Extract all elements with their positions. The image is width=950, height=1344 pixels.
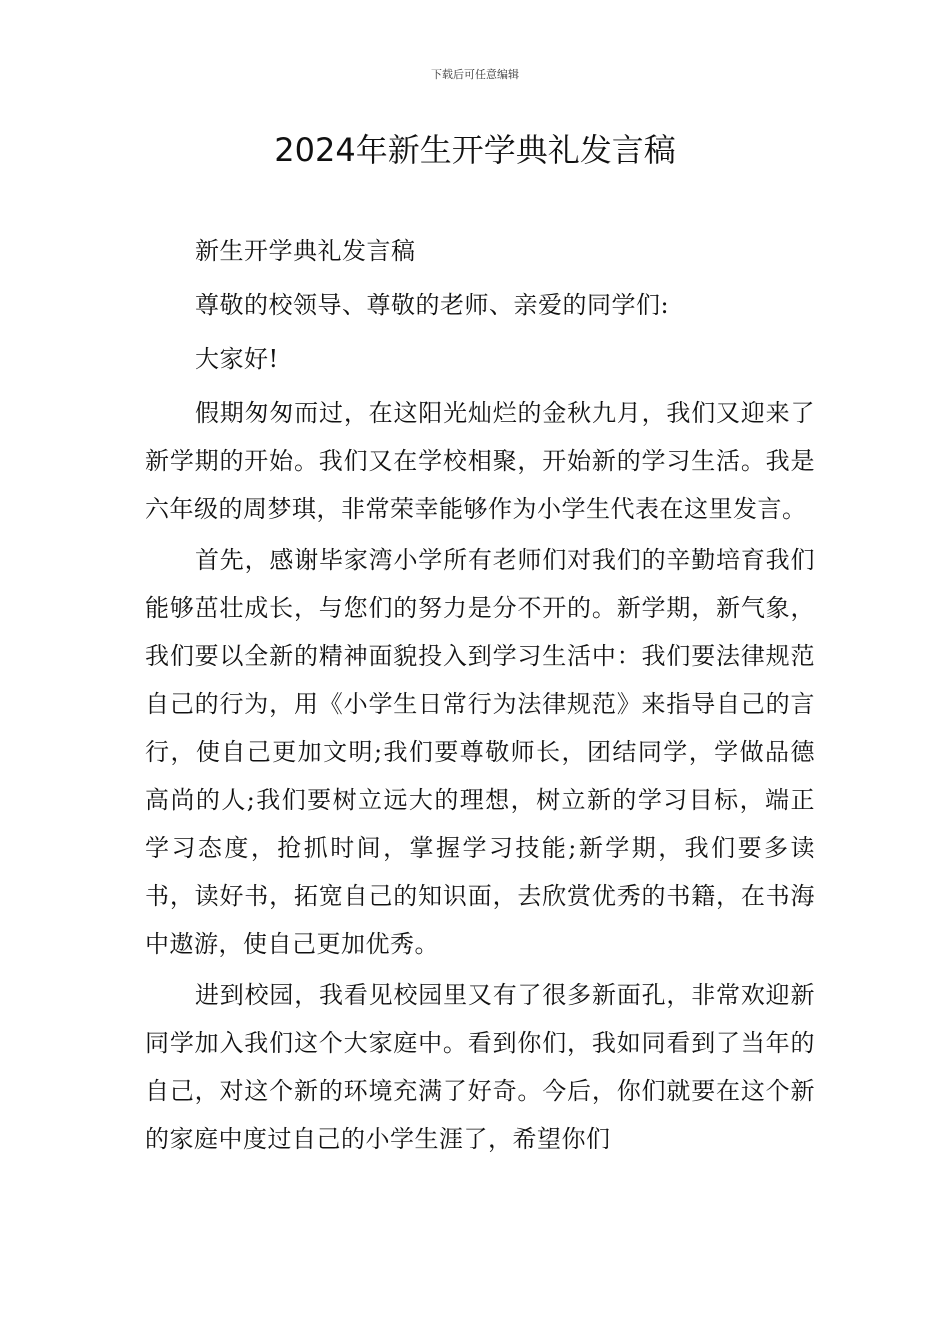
header-note: 下载后可任意编辑 <box>431 68 519 81</box>
subtitle-paragraph: 新生开学典礼发言稿 <box>195 237 416 265</box>
greeting-paragraph: 大家好! <box>195 345 279 373</box>
salutation-paragraph: 尊敬的校领导、尊敬的老师、亲爱的同学们: <box>195 291 670 319</box>
document-title: 2024年新生开学典礼发言稿 <box>274 131 676 169</box>
document-body <box>145 227 815 1166</box>
body-paragraph: 进到校园，我看见校园里又有了很多新面孔，非常欢迎新同学加入我们这个大家庭中。看到你们，我如同看到了当年的自己，对这个新的环境充满了好奇。今后，你们就要在这个新的家庭中度过自己的小学生涯了，希望你们 <box>145 981 815 1153</box>
body-paragraph: 假期匆匆而过，在这阳光灿烂的金秋九月，我们又迎来了新学期的开始。我们又在学校相聚，开始新的学习生活。我是六年级的周梦琪，非常荣幸能够作为小学生代表在这里发言。 <box>145 399 815 523</box>
body-paragraph: 首先，感谢毕家湾小学所有老师们对我们的辛勤培育我们能够茁壮成长，与您们的努力是分不开的。新学期，新气象，我们要以全新的精神面貌投入到学习生活中：我们要法律规范自己的行为，用《小学生日常行为法律规范》来指导自己的言行，使自己更加文明;我们要尊敬师长，团结同学，学做品德高尚的人;我们要树立远大的理想，树立新的学习目标，端正学习态度，抢抓时间，掌握学习技能;新学期，我们要多读书，读好书，拓宽自己的知识面，去欣赏优秀的书籍，在书海中遨游，使自己更加优秀。 <box>145 546 815 958</box>
